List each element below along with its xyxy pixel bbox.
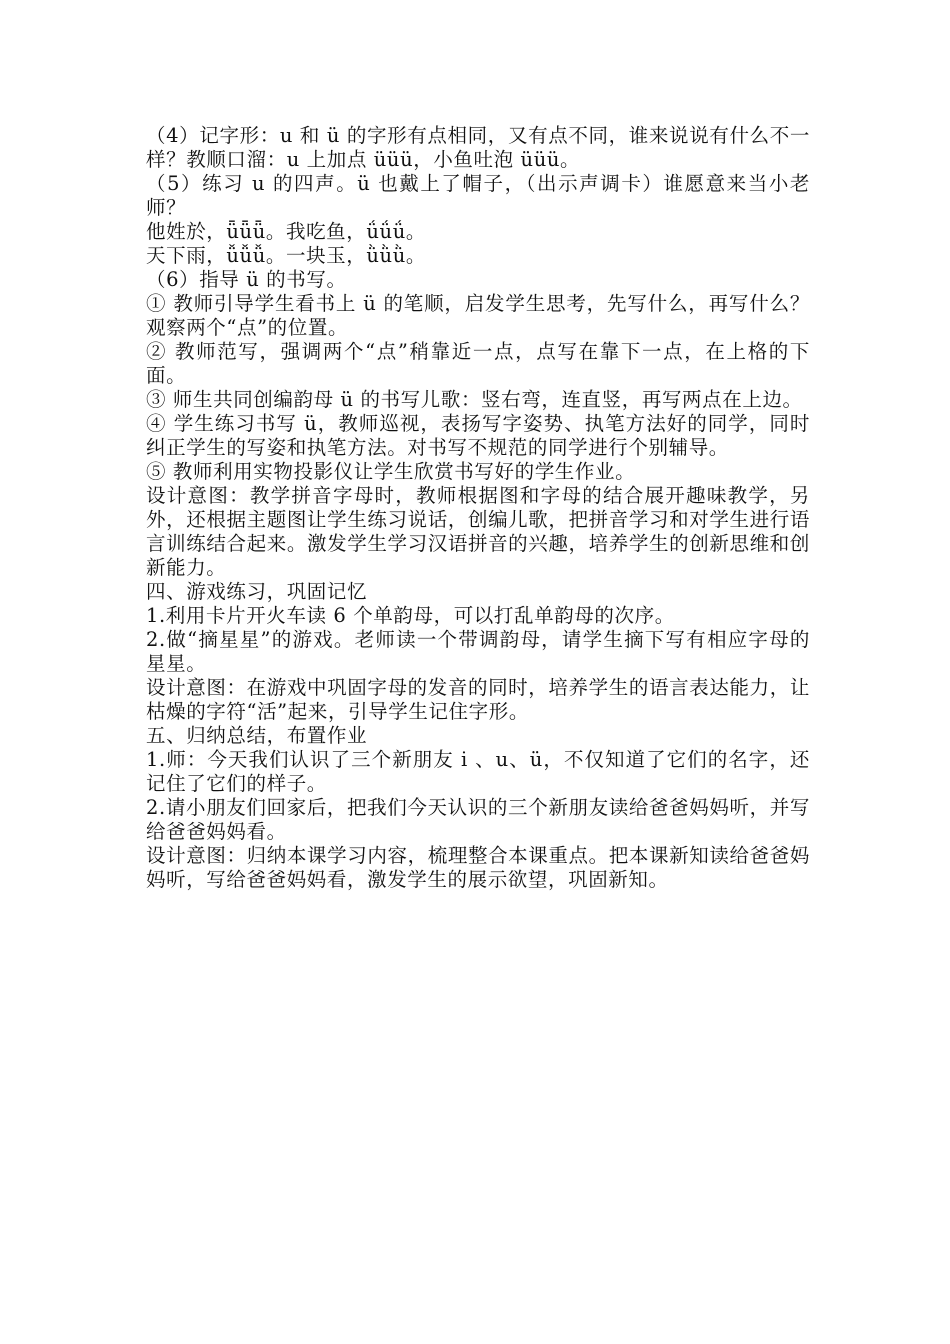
design-intent-2: 设计意图：在游戏中巩固字母的发音的同时，培养学生的语言表达能力，让枯燥的字符“活”起来，引导学生记住字形。	[146, 676, 810, 723]
step-3: ③ 师生共同创编韵母 ü 的书写儿歌：竖右弯，连直竖，再写两点在上边。	[146, 388, 803, 411]
step-2: ② 教师范写，强调两个“点”稍靠近一点，点写在靠下一点，在上格的下面。	[146, 340, 810, 387]
section-heading-4: 四、游戏练习，巩固记忆	[146, 580, 368, 603]
step-5: ⑤ 教师利用实物投影仪让学生欣赏书写好的学生作业。	[146, 460, 636, 483]
paragraph-glyph-shape: （4）记字形：u 和 ü 的字形有点相同，又有点不同，谁来说说有什么不一样？教顺口溜：u 上加点 üüü，小鱼吐泡 üüü。	[146, 124, 810, 171]
document-body	[146, 124, 810, 892]
step-1: ① 教师引导学生看书上 ü 的笔顺，启发学生思考，先写什么，再写什么？观察两个“点”的位置。	[146, 292, 810, 339]
game-item-1: 1.利用卡片开火车读 6 个单韵母，可以打乱单韵母的次序。	[146, 604, 675, 627]
section-heading-5: 五、归纳总结，布置作业	[146, 724, 368, 747]
paragraph-writing-guide: （6）指导 ü 的书写。	[146, 268, 347, 291]
summary-item-2: 2.请小朋友们回家后，把我们今天认识的三个新朋友读给爸爸妈妈听，并写给爸爸妈妈看。	[146, 796, 810, 843]
summary-item-1: 1.师：今天我们认识了三个新朋友 i 、u、ü，不仅知道了它们的名字，还记住了它们的样子。	[146, 748, 810, 795]
design-intent-1: 设计意图：教学拼音字母时，教师根据图和字母的结合展开趣味教学，另外，还根据主题图让学生练习说话，创编儿歌，把拼音学习和对学生进行语言训练结合起来。激发学生学习汉语拼音的兴趣，培养学生的创新思维和创新能力。	[146, 484, 810, 579]
rhyme-line-2: 天下雨，ǚǚǚ。一块玉，ǜǜǜ。	[146, 244, 426, 267]
game-item-2: 2.做“摘星星”的游戏。老师读一个带调韵母，请学生摘下写有相应字母的星星。	[146, 628, 810, 675]
step-4: ④ 学生练习书写 ü，教师巡视，表扬写字姿势、执笔方法好的同学，同时纠正学生的写姿和执笔方法。对书写不规范的同学进行个别辅导。	[146, 412, 810, 459]
design-intent-3: 设计意图：归纳本课学习内容，梳理整合本课重点。把本课新知读给爸爸妈妈听，写给爸爸妈妈看，激发学生的展示欲望，巩固新知。	[146, 844, 810, 891]
rhyme-line-1: 他姓於，ǖǖǖ。我吃鱼，ǘǘǘ。	[146, 220, 426, 243]
paragraph-four-tones: （5）练习 u 的四声。ü 也戴上了帽子，（出示声调卡）谁愿意来当小老师？	[146, 172, 810, 219]
